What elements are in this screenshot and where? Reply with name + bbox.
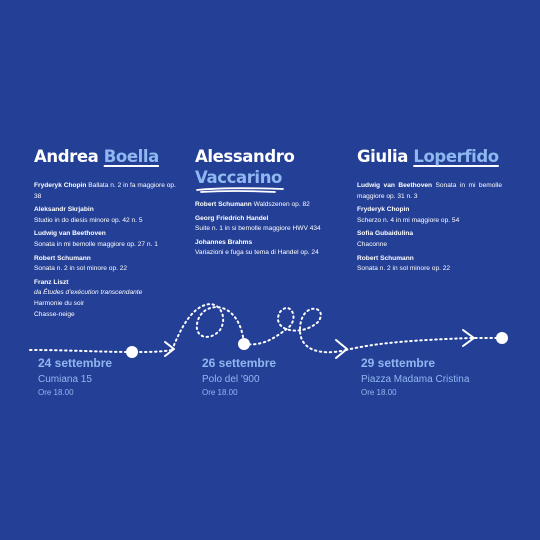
arrow-icon [165, 342, 174, 356]
work: Studio in do diesis minore op. 42 n. 5 [34, 216, 143, 224]
event-date: 24 settembre [38, 356, 113, 370]
performer-name: Alessandro Vaccarino [195, 147, 295, 187]
event-time: Ore 18.00 [361, 388, 397, 397]
event-date: 26 settembre [202, 356, 277, 370]
composer: Fryderyk Chopin [357, 206, 410, 214]
event-time: Ore 18.00 [202, 388, 238, 397]
timeline-dot [126, 346, 138, 358]
work: Harmonie du soir [34, 299, 85, 307]
timeline-dot [496, 332, 508, 344]
work: Chaconne [357, 240, 388, 248]
composer: Fryderyk Chopin [34, 182, 87, 189]
composer: Robert Schumann [34, 254, 91, 262]
work: Suite n. 1 in si bemolle maggiore HWV 434 [195, 225, 321, 233]
work: Variazioni e fuga su tema di Handel op. 24 [195, 249, 319, 257]
event-place: Piazza Madama Cristina [361, 374, 470, 385]
timeline-dot [238, 338, 250, 350]
performer-name: Andrea Boella [34, 147, 159, 166]
work: Sonata n. 2 in sol minore op. 22 [34, 265, 128, 273]
event-date: 29 settembre [361, 356, 436, 370]
composer: Sofia Gubaidulina [357, 230, 414, 238]
event-place: Polo del '900 [202, 374, 260, 385]
composer: Georg Friedrich Handel [195, 214, 269, 222]
composer: Ludwig van Beethoven [34, 230, 106, 238]
composer: Aleksandr Skrjabin [34, 206, 94, 214]
work: Sonata n. 2 in sol minore op. 22 [357, 265, 451, 273]
work: Ballata n. 2 in fa maggiore op. 38 [34, 182, 176, 200]
composer: Robert Schumann [357, 254, 414, 262]
work-subtitle: da Études d'exécution transcendante [34, 289, 143, 297]
event-place: Cumiana 15 [38, 374, 92, 385]
composer: Franz Liszt [34, 278, 69, 286]
composer: Ludwig van Beethoven [357, 182, 433, 189]
composer: Johannes Brahms [195, 238, 253, 246]
arrow-icon [336, 340, 347, 358]
composer: Robert Schumann [195, 201, 252, 208]
event-time: Ore 18.00 [38, 388, 74, 397]
work: Scherzo n. 4 in mi maggiore op. 54 [357, 216, 460, 224]
work: Chasse-neige [34, 310, 75, 318]
work: Waldszenen op. 82 [253, 201, 310, 208]
work: Sonata in mi bemolle maggiore op. 31 n. 3 [357, 182, 502, 200]
performer-name: Giulia Loperfido [357, 147, 499, 166]
work: Sonata in mi bemolle maggiore op. 27 n. 1 [34, 240, 158, 248]
